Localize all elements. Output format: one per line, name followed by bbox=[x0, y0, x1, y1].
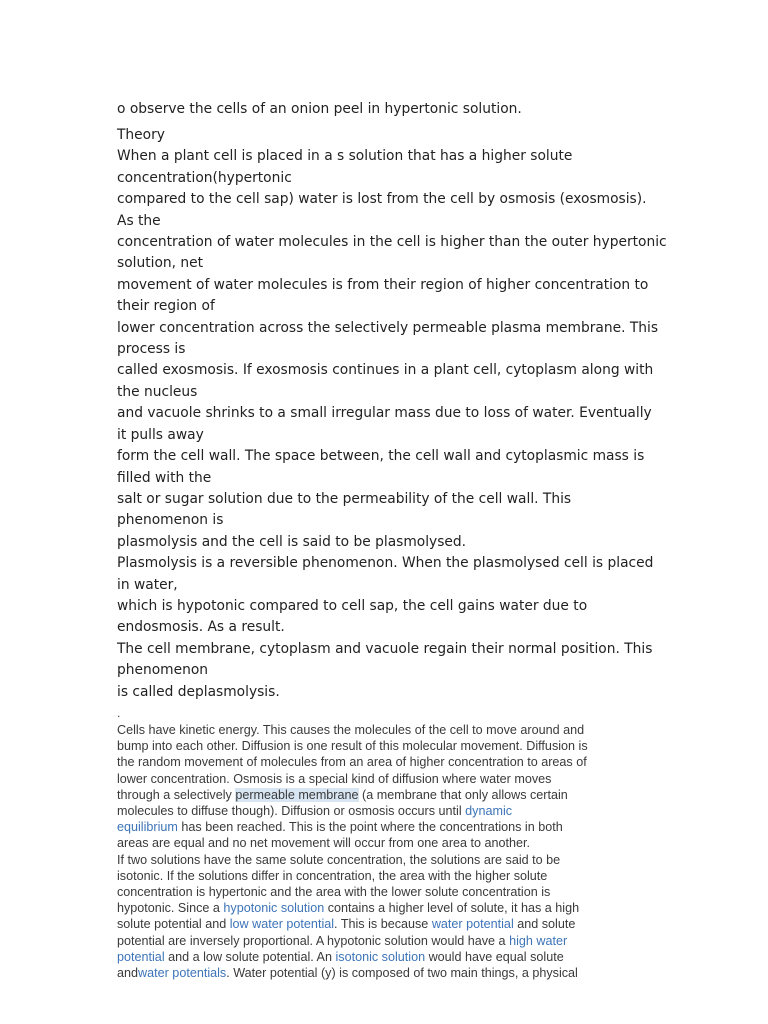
article-line bbox=[117, 949, 653, 965]
theory-line: in water, bbox=[117, 576, 178, 593]
theory-line: movement of water molecules is from their region of higher concentration to bbox=[117, 276, 649, 293]
article-line: Cells have kinetic energy. This causes the molecules of the cell to move around and bbox=[117, 723, 585, 737]
section-separator-dot: . bbox=[117, 706, 121, 720]
theory-line: The cell membrane, cytoplasm and vacuole regain their normal position. This bbox=[117, 640, 653, 657]
article-text: has been reached. This is the point where the concentrations in both bbox=[177, 820, 563, 835]
article-text: . This is because bbox=[334, 917, 432, 932]
link-hypotonic-solution[interactable]: hypotonic solution bbox=[223, 901, 325, 916]
theory-line: endosmosis. As a result. bbox=[117, 619, 285, 636]
theory-line: salt or sugar solution due to the permeability of the cell wall. This bbox=[117, 490, 572, 507]
article-line bbox=[117, 900, 653, 916]
theory-heading: Theory bbox=[117, 127, 165, 143]
link-dynamic-equilibrium[interactable]: equilibrium bbox=[117, 820, 178, 835]
article-line bbox=[117, 916, 653, 932]
theory-line: process is bbox=[117, 341, 186, 358]
article-text: potential are inversely proportional. A hypotonic solution would have a bbox=[117, 933, 510, 948]
article-text: and bbox=[117, 966, 139, 981]
article-text: (a membrane that only allows certain bbox=[358, 787, 568, 802]
theory-line: When a plant cell is placed in a s solution that has a higher solute bbox=[117, 148, 573, 165]
theory-line: it pulls away bbox=[117, 426, 204, 443]
article-text: hypotonic. Since a bbox=[117, 901, 224, 916]
link-high-water-potential[interactable]: potential bbox=[117, 949, 165, 964]
article-text: through a selectively bbox=[117, 787, 236, 802]
highlighted-term-permeable-membrane: permeable membrane bbox=[235, 787, 359, 802]
article-text: and solute bbox=[513, 917, 576, 932]
article-line bbox=[117, 965, 653, 981]
article-line: concentration is hypertonic and the area with the lower solute concentration is bbox=[117, 885, 551, 900]
theory-line: solution, net bbox=[117, 255, 204, 272]
theory-section bbox=[117, 125, 667, 703]
theory-line: As the bbox=[117, 212, 161, 229]
theory-line: phenomenon is bbox=[117, 512, 224, 529]
article-text: solute potential and bbox=[117, 917, 230, 932]
theory-line: which is hypotonic compared to cell sap, the cell gains water due to bbox=[117, 597, 588, 614]
theory-line: their region of bbox=[117, 298, 215, 315]
link-high-water-potential[interactable]: high water bbox=[509, 933, 568, 948]
article-text: molecules to diffuse though). Diffusion or osmosis occurs until bbox=[117, 804, 466, 819]
article-line bbox=[117, 819, 653, 835]
theory-line: compared to the cell sap) water is lost from the cell by osmosis (exosmosis). bbox=[117, 191, 647, 208]
article-text: contains a higher level of solute, it has a high bbox=[324, 901, 580, 916]
article-line bbox=[117, 787, 653, 803]
article-line: lower concentration. Osmosis is a special kind of diffusion where water moves bbox=[117, 771, 552, 786]
link-water-potential[interactable]: water potential bbox=[431, 917, 514, 932]
theory-line: concentration(hypertonic bbox=[117, 169, 292, 186]
osmosis-article bbox=[117, 722, 653, 981]
link-isotonic-solution[interactable]: isotonic solution bbox=[335, 949, 426, 964]
article-text: and a low solute potential. An bbox=[164, 949, 336, 964]
link-dynamic-equilibrium[interactable]: dynamic bbox=[465, 804, 513, 819]
article-line: isotonic. If the solutions differ in concentration, the area with the higher solute bbox=[117, 868, 548, 883]
theory-line: concentration of water molecules in the cell is higher than the outer hypertonic bbox=[117, 234, 667, 251]
theory-line: is called deplasmolysis. bbox=[117, 683, 280, 700]
theory-line: form the cell wall. The space between, the cell wall and cytoplasmic mass is bbox=[117, 448, 645, 465]
article-line: areas are equal and no net movement will occur from one area to another. bbox=[117, 836, 531, 851]
theory-line: filled with the bbox=[117, 469, 212, 486]
theory-line: Plasmolysis is a reversible phenomenon. When the plasmolysed cell is placed bbox=[117, 555, 654, 572]
theory-line: phenomenon bbox=[117, 662, 209, 679]
article-line: the random movement of molecules from an area of higher concentration to areas of bbox=[117, 755, 587, 770]
article-line: bump into each other. Diffusion is one result of this molecular movement. Diffusion is bbox=[117, 739, 588, 754]
link-low-water-potential[interactable]: low water potential bbox=[229, 917, 335, 932]
article-text: would have equal solute bbox=[425, 949, 564, 964]
article-line bbox=[117, 933, 653, 949]
theory-line: and vacuole shrinks to a small irregular mass due to loss of water. Eventually bbox=[117, 405, 652, 422]
article-line: If two solutions have the same solute concentration, the solutions are said to be bbox=[117, 852, 561, 867]
document-intro-title: o observe the cells of an onion peel in hypertonic solution. bbox=[117, 101, 522, 117]
theory-line: plasmolysis and the cell is said to be plasmolysed. bbox=[117, 533, 467, 550]
article-line bbox=[117, 803, 653, 819]
link-water-potentials[interactable]: water potentials bbox=[138, 966, 227, 981]
theory-line: the nucleus bbox=[117, 383, 198, 400]
article-text: . Water potential (y) is composed of two main things, a physical bbox=[226, 966, 578, 981]
theory-line: lower concentration across the selectively permeable plasma membrane. This bbox=[117, 319, 659, 336]
theory-line: called exosmosis. If exosmosis continues in a plant cell, cytoplasm along with bbox=[117, 362, 654, 379]
